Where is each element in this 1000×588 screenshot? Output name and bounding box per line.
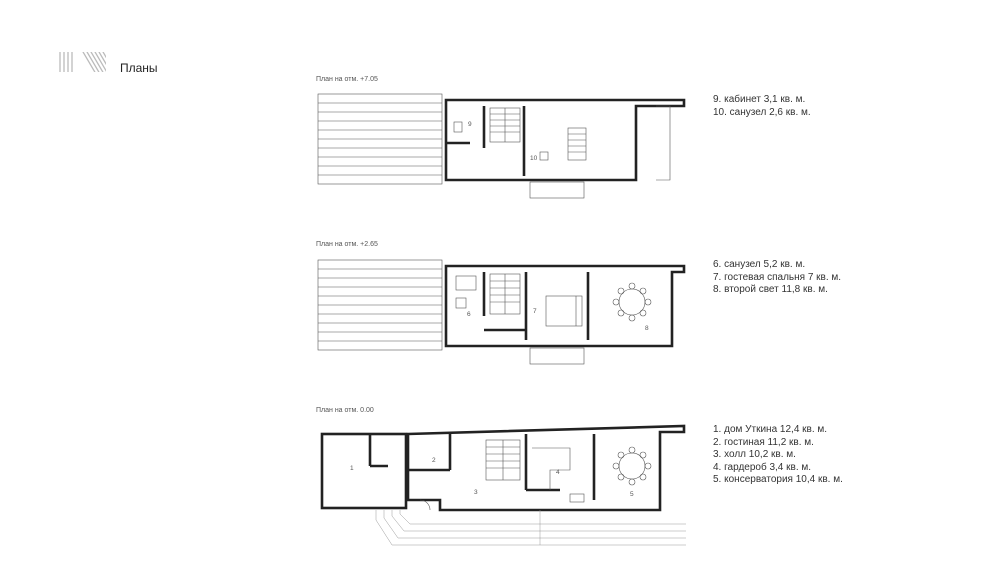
room-number: 2: [432, 457, 436, 464]
room-number: 3: [474, 489, 478, 496]
room-number: 7: [533, 308, 537, 315]
utkin-house-wall: [322, 434, 406, 508]
legend-item: 6. санузел 5,2 кв. м.: [713, 259, 806, 270]
outer-wall: [446, 266, 684, 346]
plan-label-middle: План на отм. +2.65: [316, 241, 378, 248]
room-number: 6: [467, 311, 471, 318]
legend-item: 1. дом Уткина 12,4 кв. м.: [713, 424, 828, 435]
roof-hatch: [318, 94, 442, 184]
legend-item: 2. гостиная 11,2 кв. м.: [713, 436, 814, 448]
bathtub-icon: [456, 276, 476, 290]
stair: [490, 108, 586, 160]
dining-table-icon: [613, 447, 651, 485]
roof-hatch: [318, 260, 442, 350]
legend-item: 9. кабинет 3,1 кв. м.: [713, 94, 806, 105]
legend-item: 4. гардероб 3,4 кв. м.: [713, 461, 812, 473]
room-number: 1: [350, 465, 354, 472]
legend-item: 10. санузел 2,6 кв. м.: [713, 106, 811, 118]
toilet-icon: [454, 122, 462, 132]
striped-logo-icon: [60, 40, 120, 74]
legend-item: 8. второй свет 11,8 кв. м.: [713, 284, 828, 296]
plan-top: [318, 94, 684, 198]
bed-icon: [546, 296, 582, 326]
room-number: 8: [645, 325, 649, 332]
plan-label-top: План на отм. +7.05: [316, 76, 378, 83]
room-number: 4: [556, 469, 560, 476]
dining-table-icon: [613, 283, 651, 321]
outer-wall: [446, 100, 684, 180]
room-number: 10: [530, 155, 538, 162]
plan-middle: [318, 260, 684, 364]
plan-ground: [322, 426, 686, 545]
kitchen-counter: [532, 448, 570, 490]
page-title: Планы: [120, 61, 158, 75]
room-number: 9: [468, 121, 472, 128]
stair: [490, 274, 520, 314]
washbasin-icon: [540, 152, 548, 160]
shower-icon: [456, 298, 466, 308]
legend-item: 3. холл 10,2 кв. м.: [713, 449, 796, 461]
stove-icon: [570, 494, 584, 502]
plan-label-ground: План на отм. 0.00: [316, 407, 374, 414]
balcony: [530, 348, 584, 364]
site-lines: [376, 510, 686, 545]
door-swing: [420, 500, 430, 510]
legend-item: 7. гостевая спальня 7 кв. м.: [713, 271, 842, 283]
legend-item: 5. консерватория 10,4 кв. м.: [713, 474, 843, 486]
balcony: [530, 182, 584, 198]
room-number: 5: [630, 491, 634, 498]
stair: [486, 440, 520, 480]
